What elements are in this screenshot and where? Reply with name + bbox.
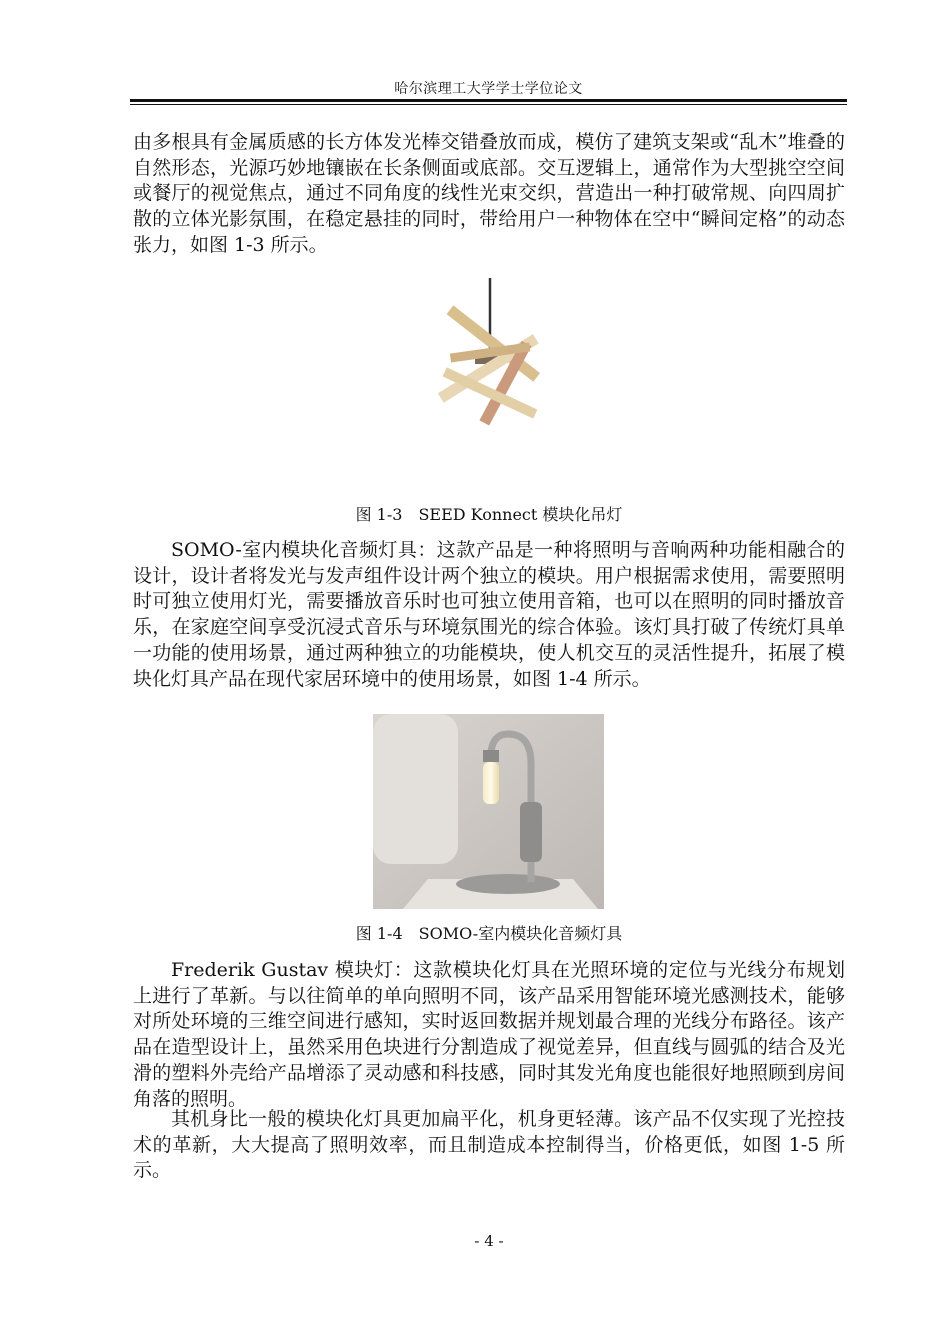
paragraph-seed-konnect: 由多根具有金属质感的长方体发光棒交错叠放而成，模仿了建筑支架或“乱木”堆叠的自然形态，光源巧妙地镶嵌在长条侧面或底部。交互逻辑上，通常作为大型挑空空间或餐厅的视觉焦点，通过不同角度的线性光束交织，营造出一种打破常规、向四周扩散的立体光影氛围，在稳定悬挂的同时，带给用户一种物体在空中“瞬间定格”的动态张力，如图 1-3 所示。 [133,131,845,256]
speaker-module [520,802,542,862]
page-number: - 4 - [474,1232,504,1250]
somo-lamp-image [373,714,604,909]
armchair [373,714,458,864]
paragraph-flat-body: 其机身比一般的模块化灯具更加扁平化，机身更轻薄。该产品不仅实现了光控技术的革新，大大提高了照明效率，而且制造成本控制得当，价格更低，如图 1-5 所示。 [133,1108,845,1182]
figure-1-4-caption: 图 1-4 SOMO-室内模块化音频灯具 [355,924,623,943]
running-header: 哈尔滨理工大学学士学位论文 [394,81,583,97]
seed-konnect-lamp-image [420,278,560,448]
figure-1-3-caption: 图 1-3 SEED Konnect 模块化吊灯 [355,505,623,524]
lamp-cap [483,750,499,762]
paragraph-frederik-gustav: Frederik Gustav 模块灯：这款模块化灯具在光照环境的定位与光线分布规划上进行了革新。与以往简单的单向照明不同，该产品采用智能环境光感测技术，能够对所处环境的三维空间进行感知，实时返回数据并规划最合理的光线分布路径。该产品在造型设计上，虽然采用色块进行分割造成了视觉差异，但直线与圆弧的结合及光滑的塑料外壳给产品增添了灵动感和科技感，同时其发光角度也能很好地照顾到房间角落的照明。 [133,959,845,1110]
header-rule-thin [130,104,847,105]
lamp-base [456,874,560,894]
paragraph-somo: SOMO-室内模块化音频灯具：这款产品是一种将照明与音响两种功能相融合的设计，设计者将发光与发声组件设计两个独立的模块。用户根据需求使用，需要照明时可独立使用灯光，需要播放音乐时也可独立使用音箱，也可以在照明的同时播放音乐，在家庭空间享受沉浸式音乐与环境氛围光的综合体验。该灯具打破了传统灯具单一功能的使用场景，通过两种独立的功能模块，使人机交互的灵活性提升，拓展了模块化灯具产品在现代家居环境中的使用场景，如图 1-4 所示。 [133,539,845,690]
header-rule-thick [130,99,847,102]
light-module [483,762,499,804]
